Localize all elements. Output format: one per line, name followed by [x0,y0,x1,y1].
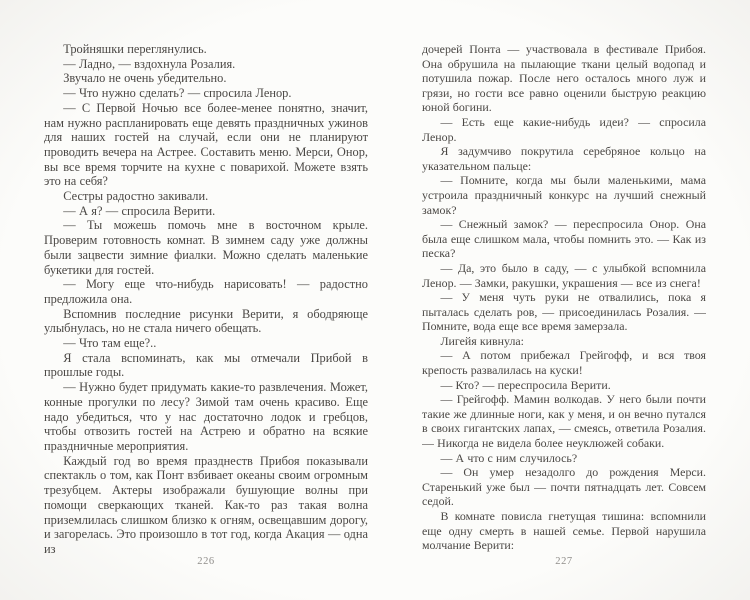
paragraph: — А что с ним случилось? [440,450,578,465]
paragraph: — С Первой Ночью все более-менее понятно, значит, нам нужно распланировать еще девять праздничных ужинов для наших гостей на случай, если они не планируют проводить вечера на Астрее. Составить меню. Мерси, Онор, вы все время торчите на кухне с поварихой. Можете взять это на себя? [44,100,368,189]
paragraph: Тройняшки переглянулись. [63,42,207,56]
paragraph: Каждый год во время празднеств Прибоя показывали спектакль о том, как Понт взбивает океаны своим огромным трезубцем. Актеры изображали бушующие волны при помощи сверкающих тканей. Как-то раз такая волна приземлилась слишком близко к огням, освещавшим дорогу, и загорелась. Это произошло в тот год, когда Акация — одна из [44,453,368,556]
page-left-text-block [44,0,368,558]
paragraph: — Грейгофф. Мамин волкодав. У него были почти такие же длинные ноги, как у меня, и он вечно путался в своих гигантских лапах, — смеясь, ответила Розалия. — Никогда не видела более неуклюжей собаки. [422,392,706,451]
paragraph: — Ты можешь помочь мне в восточном крыле. Проверим готовность комнат. В зимнем саду уже должны были зацвести зимние фиалки. Можно сделать маленькие букетики для гостей. [44,218,368,277]
paragraph: дочерей Понта — участвовала в фестивале Прибоя. Она обрушила на пылающие ткани целый водопад и потушила пожар. После него осталось много луж и грязи, но гости все равно оценили быструю реакцию юной богини. [422,42,706,115]
page-number-right: 227 [555,556,573,567]
paragraph: — Кто? — переспросила Верити. [440,377,611,392]
paragraph: Звучало не очень убедительно. [63,71,227,86]
paragraph: Лигейя кивнула: [440,333,524,348]
paragraph: — Ладно, — вздохнула Розалия. [63,56,236,71]
paragraph: — Да, это было в саду, — с улыбкой вспомнила Ленор. — Замки, ракушки, украшения — все из снега! [422,260,706,290]
paragraph: — Что нужно сделать? — спросила Ленор. [63,86,292,101]
paragraph: — Нужно будет придумать какие-то развлечения. Может, конные прогулки по лесу? Зимой там очень красиво. Еще надо убедиться, что у нас достаточно лодок и гребцов, чтобы отвозить гостей на Астрею и обратно на всякие праздничные мероприятия. [44,380,368,453]
paragraph: Сестры радостно закивали. [63,189,209,204]
paragraph: Я задумчиво покрутила серебряное кольцо на указательном пальце: [422,144,706,173]
paragraph: — Снежный замок? — переспросила Онор. Она была еще слишком мала, чтобы помнить это. — Как из песка? [422,217,706,261]
paragraph: — А я? — спросила Верити. [63,203,216,218]
page-left [44,0,368,600]
page-right [422,0,706,600]
page-number-left: 226 [197,556,215,567]
paragraph: — А потом прибежал Грейгофф, и вся твоя крепость развалилась на куски! [422,348,706,378]
paragraph: — Есть еще какие-нибудь идеи? — спросила Ленор. [422,114,706,144]
paragraph: — Могу еще что-нибудь нарисовать! — радостно предложила она. [44,277,368,306]
page-right-text-block [422,0,706,558]
paragraph: — У меня чуть руки не отвалились, пока я пыталась сделать ров, — присоединилась Розалия. — Помните, вода еще все время замерзала. [422,290,706,334]
paragraph: Я стала вспоминать, как мы отмечали Прибой в прошлые годы. [44,350,368,380]
paragraph: — Помните, когда мы были маленькими, мама устроила праздничный конкурс на лучший снежный замок? [422,173,706,217]
paragraph: Вспомнив последние рисунки Верити, я ободряюще улыбнулась, но не стала ничего обещать. [44,306,368,336]
paragraph: В комнате повисла гнетущая тишина: вспомнили еще одну смерть в нашей семье. Первой нарушила молчание Верити: [422,509,706,553]
paragraph: — Что там еще?.. [63,336,157,351]
paragraph: — Он умер незадолго до рождения Мерси. Старенький уже был — почти пятнадцать лет. Совсем седой. [422,465,706,509]
